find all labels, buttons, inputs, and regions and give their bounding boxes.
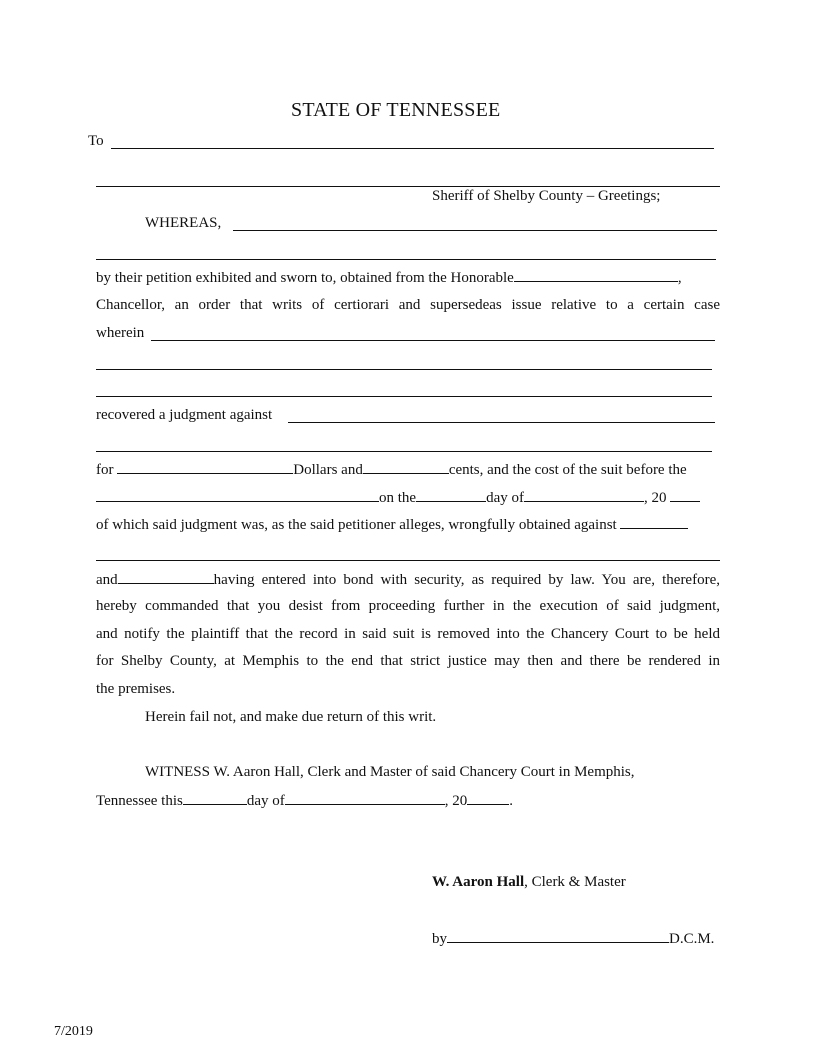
judgment-month-field[interactable] bbox=[524, 489, 644, 502]
tennessee-this-label: Tennessee this bbox=[96, 793, 183, 809]
witness-day-field[interactable] bbox=[183, 792, 247, 805]
whereas-field[interactable] bbox=[233, 230, 717, 231]
petitioner-field[interactable] bbox=[96, 259, 716, 260]
case-field-3[interactable] bbox=[96, 396, 712, 397]
recovered-label: recovered a judgment against bbox=[96, 407, 273, 423]
year-prefix: , 20 bbox=[643, 490, 667, 506]
honorable-field[interactable] bbox=[514, 269, 678, 282]
document-title: STATE OF TENNESSEE bbox=[291, 99, 501, 121]
clerk-name: W. Aaron Hall bbox=[432, 874, 525, 890]
bond-party-field[interactable] bbox=[118, 571, 214, 584]
command-line-1: hereby commanded that you desist from proceeding further in the execution of said judgment, bbox=[96, 598, 720, 614]
day-of-label: day of bbox=[486, 490, 524, 506]
witness-year-field[interactable] bbox=[467, 792, 509, 805]
judgment-year-field[interactable] bbox=[670, 489, 700, 502]
by-label: by bbox=[432, 931, 447, 947]
cents-field[interactable] bbox=[363, 461, 449, 474]
witness-month-field[interactable] bbox=[285, 792, 445, 805]
wherein-label: wherein bbox=[96, 325, 145, 341]
chancellor-text: Chancellor, an order that writs of certiorari and supersedeas issue relative to a certain case bbox=[96, 297, 720, 313]
judgment-field-2[interactable] bbox=[96, 451, 712, 452]
addressee-field[interactable] bbox=[96, 186, 720, 187]
petition-text: by their petition exhibited and sworn to, obtained from the Honorable bbox=[96, 270, 514, 286]
witness-day-of-label: day of bbox=[246, 793, 285, 809]
dollars-label: Dollars and bbox=[293, 462, 363, 478]
for-label: for bbox=[96, 462, 114, 478]
dcm-label: D.C.M. bbox=[669, 931, 715, 947]
wrongful-text: of which said judgment was, as the said petitioner alleges, wrongfully obtained against bbox=[96, 517, 617, 533]
cents-text: cents, and the cost of the suit before the bbox=[448, 462, 687, 478]
command-line-3: for Shelby County, at Memphis to the end that strict justice may then and there be rendered in bbox=[96, 653, 720, 669]
to-field[interactable] bbox=[111, 148, 714, 149]
case-field-2[interactable] bbox=[96, 369, 712, 370]
bond-text: having entered into bond with security, as required by law. You are, therefore, bbox=[213, 572, 720, 588]
witness-period: . bbox=[509, 793, 513, 809]
and-label: and bbox=[96, 572, 118, 588]
judgment-against-field[interactable] bbox=[288, 422, 715, 423]
sheriff-greeting: Sheriff of Shelby County – Greetings; bbox=[432, 188, 661, 204]
judgment-day-field[interactable] bbox=[416, 489, 486, 502]
revision-date: 7/2019 bbox=[54, 1024, 93, 1039]
court-before-field[interactable] bbox=[96, 489, 379, 502]
witness-year-prefix: , 20 bbox=[444, 793, 468, 809]
command-line-2: and notify the plaintiff that the record in said suit is removed into the Chancery Court to be held bbox=[96, 626, 720, 642]
wherein-field[interactable] bbox=[151, 340, 715, 341]
clerk-title: , Clerk & Master bbox=[524, 874, 626, 890]
whereas-label: WHEREAS, bbox=[145, 215, 222, 231]
petition-comma: , bbox=[677, 270, 682, 286]
command-line-4: the premises. bbox=[96, 681, 176, 697]
to-label: To bbox=[88, 133, 104, 149]
deputy-signature-field[interactable] bbox=[447, 930, 669, 943]
obtained-against-field[interactable] bbox=[620, 516, 688, 529]
on-the-label: on the bbox=[379, 490, 417, 506]
dollars-field[interactable] bbox=[117, 461, 293, 474]
witness-text: WITNESS W. Aaron Hall, Clerk and Master of said Chancery Court in Memphis, bbox=[145, 764, 635, 780]
herein-text: Herein fail not, and make due return of this writ. bbox=[145, 709, 437, 725]
obtained-against-field-2[interactable] bbox=[96, 560, 720, 561]
